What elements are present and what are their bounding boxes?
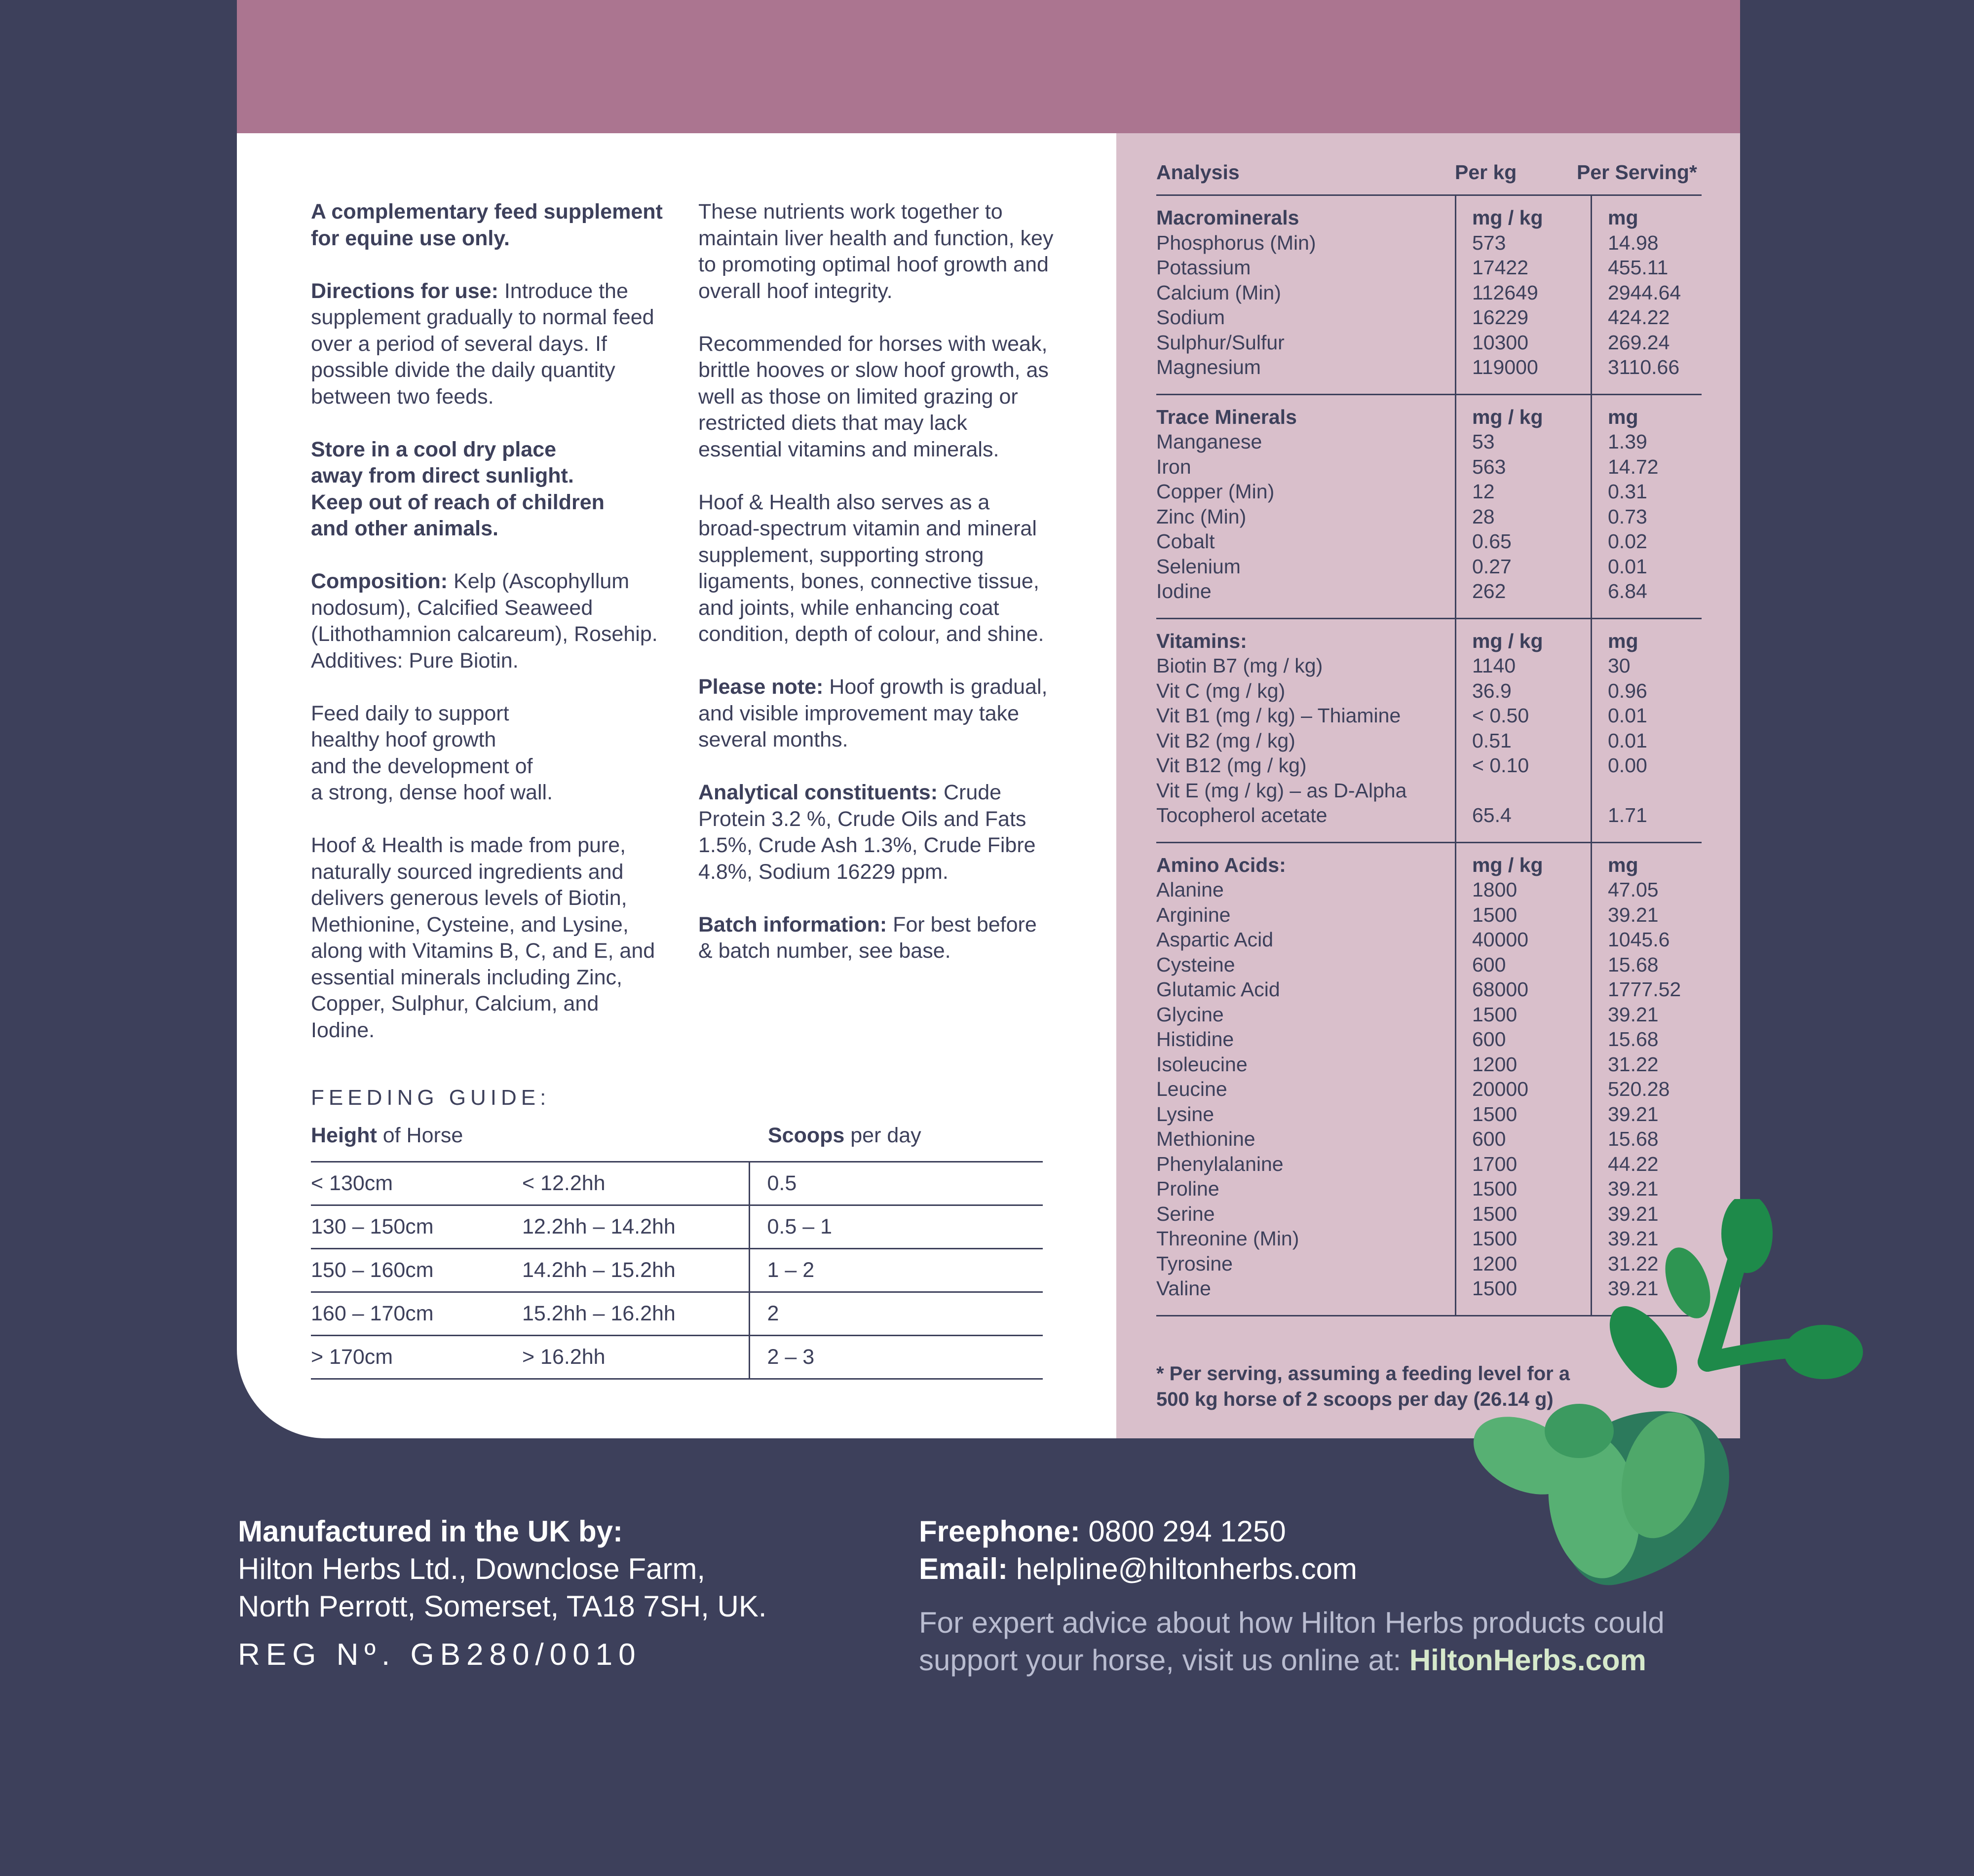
height-cm-cell: > 170cm <box>311 1336 522 1379</box>
analysis-value: 112649 <box>1472 281 1538 304</box>
analysis-value: 0.01 <box>1608 704 1647 727</box>
analysis-value: 1777.52 <box>1608 978 1681 1001</box>
analysis-value: Vit B12 (mg / kg) <box>1156 754 1307 777</box>
analysis-value: Tocopherol acetate <box>1156 804 1328 826</box>
intro-text: A complementary feed supplement for equine use only. <box>311 200 663 250</box>
analysis-value: 424.22 <box>1608 306 1670 329</box>
section-heading: Amino Acids: <box>1156 853 1286 876</box>
analysis-value: Sulphur/Sulfur <box>1156 331 1285 354</box>
analysis-value: 600 <box>1472 1127 1506 1150</box>
height-hh-cell: 12.2hh – 14.2hh <box>522 1205 749 1249</box>
analysis-value: 0.73 <box>1608 505 1647 528</box>
feeding-row <box>311 1336 1043 1379</box>
scoops-cell: 2 – 3 <box>749 1336 1043 1379</box>
analysis-value: 65.4 <box>1472 804 1512 826</box>
per-kg-header: Per kg <box>1455 161 1517 184</box>
analysis-column <box>1156 405 1455 604</box>
right-text-column <box>698 199 1054 991</box>
analysis-value: 44.22 <box>1608 1152 1659 1175</box>
analysis-value: 28 <box>1472 505 1495 528</box>
analysis-column <box>1455 395 1591 618</box>
analysis-column <box>1156 205 1455 380</box>
analysis-value: 0.27 <box>1472 555 1512 578</box>
analysis-header <box>1156 157 1702 196</box>
feeding-row <box>311 1249 1043 1292</box>
feeding-row <box>311 1162 1043 1205</box>
per-serving-header: Per Serving* <box>1577 161 1697 184</box>
analysis-column <box>1455 619 1591 842</box>
analysis-value <box>1472 778 1591 803</box>
analysis-value: 31.22 <box>1608 1252 1659 1275</box>
analysis-value: 40000 <box>1472 928 1529 951</box>
analysis-column <box>1156 629 1455 828</box>
analysis-value: 6.84 <box>1608 580 1647 602</box>
analysis-value: 31.22 <box>1608 1052 1659 1076</box>
scoops-cell: 0.5 <box>749 1162 1043 1205</box>
analysis-value: 14.72 <box>1608 455 1659 478</box>
analysis-value: 1700 <box>1472 1152 1518 1175</box>
analysis-value: 1.71 <box>1608 804 1647 826</box>
analysis-value: Histidine <box>1156 1028 1234 1051</box>
address-line: North Perrott, Somerset, TA18 7SH, UK. <box>238 1590 767 1623</box>
analysis-value: 0.65 <box>1472 530 1512 553</box>
analysis-table <box>1156 157 1702 1316</box>
analysis-value: 573 <box>1472 231 1506 254</box>
analysis-value: 563 <box>1472 455 1506 478</box>
analysis-value: 0.31 <box>1608 480 1647 503</box>
analysis-value: 16229 <box>1472 306 1529 329</box>
analysis-value: 17422 <box>1472 256 1529 279</box>
scoops-cell: 1 – 2 <box>749 1249 1043 1292</box>
analysis-value: Glutamic Acid <box>1156 978 1280 1001</box>
analysis-value: 0.96 <box>1608 679 1647 702</box>
website-link[interactable]: HiltonHerbs.com <box>1409 1644 1646 1677</box>
analysis-value: 20000 <box>1472 1078 1529 1100</box>
analysis-value: < 0.10 <box>1472 754 1529 777</box>
analysis-column <box>1455 196 1591 394</box>
analysis-value: Copper (Min) <box>1156 480 1275 503</box>
scoops-cell: 0.5 – 1 <box>749 1205 1043 1249</box>
feeding-row <box>311 1205 1043 1249</box>
analysis-value: 39.21 <box>1608 1102 1659 1126</box>
email-address[interactable]: helpline@hiltonherbs.com <box>1008 1552 1358 1585</box>
nutrients-text: These nutrients work together to maintain liver health and function, key to promoting optimal hoof growth and overall hoof integrity. <box>698 200 1054 303</box>
analysis-value: 119000 <box>1472 356 1538 378</box>
analysis-value: 1500 <box>1472 903 1518 926</box>
analysis-value: Vit B1 (mg / kg) – Thiamine <box>1156 704 1401 727</box>
analysis-section <box>1156 395 1702 619</box>
height-cm-cell: 150 – 160cm <box>311 1249 522 1292</box>
analysis-value: 1500 <box>1472 1102 1518 1126</box>
analysis-value: Vit E (mg / kg) – as D-Alpha <box>1156 779 1407 802</box>
analysis-value: 39.21 <box>1608 1177 1659 1200</box>
height-cm-cell: 160 – 170cm <box>311 1292 522 1336</box>
analysis-value: 0.51 <box>1472 729 1512 752</box>
analysis-value: 39.21 <box>1608 903 1659 926</box>
analysis-value: 39.21 <box>1608 1227 1659 1250</box>
analysis-value: Methionine <box>1156 1127 1255 1150</box>
section-heading: mg <box>1608 629 1638 652</box>
section-heading: mg <box>1608 405 1638 428</box>
analysis-value: 53 <box>1472 430 1495 453</box>
analysis-value: 36.9 <box>1472 679 1512 702</box>
analysis-column <box>1591 196 1702 394</box>
email-label: Email: <box>919 1552 1008 1585</box>
analysis-value: 1045.6 <box>1608 928 1670 951</box>
analysis-value <box>1608 778 1702 803</box>
left-text-column <box>311 199 666 1070</box>
analysis-value: Lysine <box>1156 1102 1214 1126</box>
section-heading: mg / kg <box>1472 405 1543 428</box>
section-heading: Trace Minerals <box>1156 405 1297 428</box>
registration-number: REG Nº. GB280/0010 <box>238 1638 642 1672</box>
analysis-value: Zinc (Min) <box>1156 505 1247 528</box>
analysis-value: 15.68 <box>1608 1127 1659 1150</box>
section-heading: Macrominerals <box>1156 206 1299 229</box>
analysis-title: Analysis <box>1156 161 1240 184</box>
analysis-value: 12 <box>1472 480 1495 503</box>
analysis-value: Phosphorus (Min) <box>1156 231 1316 254</box>
analysis-value: 1800 <box>1472 878 1518 901</box>
analysis-value: Cysteine <box>1156 953 1235 976</box>
analysis-value: 68000 <box>1472 978 1529 1001</box>
analysis-value: 520.28 <box>1608 1078 1670 1100</box>
height-hh-cell: 14.2hh – 15.2hh <box>522 1249 749 1292</box>
analysis-value: 10300 <box>1472 331 1529 354</box>
section-heading: mg / kg <box>1472 206 1543 229</box>
analysis-value: 262 <box>1472 580 1506 602</box>
analysis-value: Isoleucine <box>1156 1052 1248 1076</box>
feeding-row <box>311 1292 1043 1336</box>
analysis-value: Magnesium <box>1156 356 1261 378</box>
analysis-value: Proline <box>1156 1177 1219 1200</box>
height-cm-cell: < 130cm <box>311 1162 522 1205</box>
analysis-column <box>1591 395 1702 618</box>
analysis-value: 39.21 <box>1608 1202 1659 1225</box>
analysis-value: Vit C (mg / kg) <box>1156 679 1286 702</box>
feeding-guide-table <box>311 1124 1043 1380</box>
analysis-value: 39.21 <box>1608 1277 1659 1300</box>
batch-text: Batch information: For best before & batch number, see base. <box>698 912 1037 963</box>
analysis-value: 600 <box>1472 1028 1506 1051</box>
analysis-value: 1200 <box>1472 1252 1518 1275</box>
composition-text: Composition: Kelp (Ascophyllum nodosum), Calcified Seaweed (Lithothamnion calcareum), Rosehip. Additives: Pure Biotin. <box>311 569 658 673</box>
scoops-cell: 2 <box>749 1292 1043 1336</box>
storage-text: Store in a cool dry place away from direct sunlight. Keep out of reach of children and other animals. <box>311 437 605 540</box>
freephone-number[interactable]: 0800 294 1250 <box>1080 1515 1286 1548</box>
advice-text: For expert advice about how Hilton Herbs products could support your horse, visit us online at: HiltonHerbs.com <box>919 1606 1665 1677</box>
made-from-text: Hoof & Health is made from pure, naturally sourced ingredients and delivers generous levels of Biotin, Methionine, Cysteine, and Lysine, along with Vitamins B, C, and E, and essential minerals including Zinc, Copper, Sulphur, Calcium, and Iodine. <box>311 833 655 1042</box>
analysis-value: 0.01 <box>1608 729 1647 752</box>
analysis-value: 1.39 <box>1608 430 1647 453</box>
analysis-value: 1500 <box>1472 1202 1518 1225</box>
analysis-value: 15.68 <box>1608 1028 1659 1051</box>
scoops-header: Scoops per day <box>749 1124 1043 1162</box>
analysis-value: Iodine <box>1156 580 1212 602</box>
analysis-value: Cobalt <box>1156 530 1215 553</box>
section-heading: mg <box>1608 206 1638 229</box>
analysis-value: Biotin B7 (mg / kg) <box>1156 654 1323 677</box>
analysis-value: 0.00 <box>1608 754 1647 777</box>
analysis-value: 1140 <box>1472 654 1516 677</box>
height-header: Height of Horse <box>311 1124 749 1162</box>
height-cm-cell: 130 – 150cm <box>311 1205 522 1249</box>
analysis-value: 1500 <box>1472 1227 1518 1250</box>
analysis-value: 14.98 <box>1608 231 1659 254</box>
analysis-value: 39.21 <box>1608 1003 1659 1026</box>
analysis-section <box>1156 196 1702 395</box>
address-line: Hilton Herbs Ltd., Downclose Farm, <box>238 1552 705 1585</box>
note-text: Please note: Hoof growth is gradual, and visible improvement may take several months. <box>698 675 1048 751</box>
section-heading: mg <box>1608 853 1638 876</box>
analysis-value: Alanine <box>1156 878 1224 901</box>
analysis-value: 1200 <box>1472 1052 1518 1076</box>
analysis-value: Selenium <box>1156 555 1241 578</box>
analysis-value: 2944.64 <box>1608 281 1681 304</box>
analytical-text: Analytical constituents: Crude Protein 3.2 %, Crude Oils and Fats 1.5%, Crude Ash 1.3%, Crude Fibre 4.8%, Sodium 16229 ppm. <box>698 781 1036 884</box>
height-hh-cell: < 12.2hh <box>522 1162 749 1205</box>
analysis-value: Threonine (Min) <box>1156 1227 1299 1250</box>
analysis-value: Phenylalanine <box>1156 1152 1284 1175</box>
analysis-value: Leucine <box>1156 1078 1227 1100</box>
analysis-value: < 0.50 <box>1472 704 1529 727</box>
feed-daily-text: Feed daily to support healthy hoof growth and the development of a strong, dense hoof wall. <box>311 701 553 804</box>
analysis-value: Valine <box>1156 1277 1211 1300</box>
directions-text: Directions for use: Introduce the supplement gradually to normal feed over a period of several days. If possible divide the daily quantity between two feeds. <box>311 279 654 409</box>
analysis-section <box>1156 619 1702 843</box>
analysis-value: 30 <box>1608 654 1631 677</box>
analysis-value: Glycine <box>1156 1003 1224 1026</box>
section-heading: mg / kg <box>1472 853 1543 876</box>
contact-block <box>919 1513 1733 1588</box>
analysis-value: 0.01 <box>1608 555 1647 578</box>
analysis-value: Arginine <box>1156 903 1231 926</box>
analysis-value: 269.24 <box>1608 331 1670 354</box>
manufacturer-block <box>238 1513 879 1625</box>
height-hh-cell: > 16.2hh <box>522 1336 749 1379</box>
height-hh-cell: 15.2hh – 16.2hh <box>522 1292 749 1336</box>
analysis-value: 1500 <box>1472 1177 1518 1200</box>
analysis-value: Aspartic Acid <box>1156 928 1273 951</box>
freephone-label: Freephone: <box>919 1515 1080 1548</box>
analysis-column <box>1156 853 1455 1301</box>
section-heading: Vitamins: <box>1156 629 1247 652</box>
serves-text: Hoof & Health also serves as a broad-spectrum vitamin and mineral supplement, supporting strong ligaments, bones, connective tissue, and joints, while enhancing coat condition, depth of colour, and shine. <box>698 490 1044 646</box>
analysis-value: Manganese <box>1156 430 1262 453</box>
analysis-value: Tyrosine <box>1156 1252 1233 1275</box>
analysis-value: 600 <box>1472 953 1506 976</box>
recommended-text: Recommended for horses with weak, brittle hooves or slow hoof growth, as well as those on limited grazing or restricted diets that may lack essential vitamins and minerals. <box>698 332 1049 461</box>
top-color-band <box>237 0 1740 133</box>
analysis-value: Vit B2 (mg / kg) <box>1156 729 1295 752</box>
analysis-value: 47.05 <box>1608 878 1659 901</box>
analysis-value: Serine <box>1156 1202 1215 1225</box>
analysis-footnote: * Per serving, assuming a feeding level for a 500 kg horse of 2 scoops per day (26.14 g) <box>1156 1363 1570 1410</box>
feeding-guide-title: FEEDING GUIDE: <box>311 1086 551 1110</box>
section-heading: mg / kg <box>1472 629 1543 652</box>
analysis-value: Calcium (Min) <box>1156 281 1281 304</box>
analysis-value: Iron <box>1156 455 1191 478</box>
analysis-value: 0.02 <box>1608 530 1647 553</box>
analysis-value: Potassium <box>1156 256 1251 279</box>
analysis-value: 455.11 <box>1608 256 1669 279</box>
analysis-value: 1500 <box>1472 1277 1518 1300</box>
analysis-value: 3110.66 <box>1608 356 1680 378</box>
manufactured-label: Manufactured in the UK by: <box>238 1515 623 1548</box>
analysis-value: 15.68 <box>1608 953 1659 976</box>
analysis-value: Sodium <box>1156 306 1225 329</box>
analysis-value: 1500 <box>1472 1003 1518 1026</box>
analysis-column <box>1591 619 1702 842</box>
